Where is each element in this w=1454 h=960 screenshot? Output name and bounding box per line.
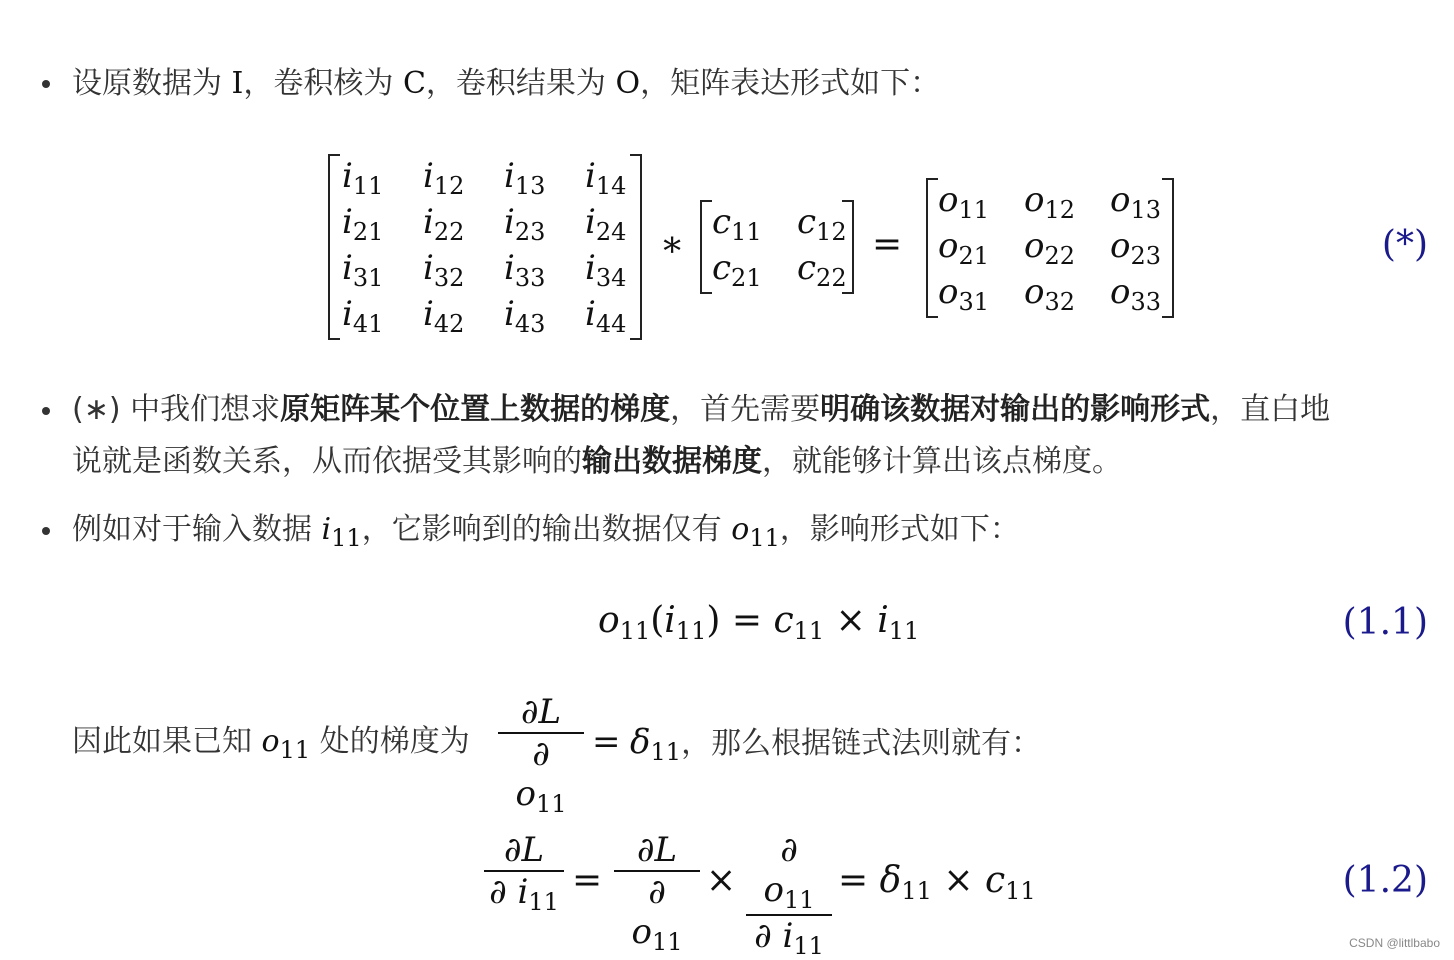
- math-var: ∂ i: [754, 916, 794, 956]
- math-var: i: [877, 600, 889, 641]
- bracket-left: [700, 200, 712, 294]
- watermark: CSDN @littlbabo: [1349, 936, 1440, 950]
- matrix-cell: $i_{33}$: [504, 248, 546, 292]
- matrix-cell: $i_{41}$: [342, 294, 384, 338]
- matrix-cell: $i_{42}$: [423, 294, 465, 338]
- math-var: δ: [630, 722, 651, 762]
- matrix-cell: $o_{32}$: [1024, 272, 1076, 316]
- paragraph-gradient-tail: [592, 722, 1041, 772]
- matrix-cell: $o_{13}$: [1110, 180, 1162, 224]
- bracket-right: [630, 154, 642, 340]
- matrix-O: [926, 178, 1174, 318]
- math-var: o: [598, 600, 620, 641]
- paragraph-bullet-2-line-2: [72, 442, 1122, 482]
- list-bullet: [42, 407, 50, 415]
- matrix-cell: $i_{32}$: [423, 248, 465, 292]
- matrix-cell: $o_{22}$: [1024, 226, 1076, 270]
- matrix-cell: $i_{44}$: [585, 294, 627, 338]
- math-sub: 11: [888, 617, 920, 645]
- text: (∗) 中我们想求: [72, 392, 281, 427]
- math-sub: 11: [535, 790, 567, 818]
- math-sub: 11: [793, 932, 824, 960]
- matrix-cell: $i_{13}$: [504, 156, 546, 200]
- fraction-denominator: [498, 734, 584, 818]
- math-sub: 11: [331, 524, 362, 552]
- matrix-I: [328, 154, 642, 340]
- matrix-cell: $o_{12}$: [1024, 180, 1076, 224]
- matrix-cell: $i_{23}$: [504, 202, 546, 246]
- matrix-cell: $i_{43}$: [504, 294, 546, 338]
- bold-text: 输出数据梯度: [582, 444, 762, 479]
- matrix-cell: $i_{21}$: [342, 202, 384, 246]
- matrix-cell: $o_{33}$: [1110, 272, 1162, 316]
- equals-sign: =: [872, 224, 903, 265]
- math-var: o: [261, 724, 280, 759]
- text: ，影响形式如下：: [779, 512, 1020, 547]
- equals-sign: =: [572, 860, 603, 901]
- math-C: C: [402, 66, 426, 101]
- text: 设原数据为: [72, 66, 232, 101]
- text: 因此如果已知: [72, 724, 262, 759]
- text: ，矩阵表达形式如下：: [640, 66, 941, 101]
- bold-text: 明确该数据对输出的影响形式: [820, 392, 1211, 427]
- math-var: ∂ o: [763, 830, 798, 910]
- fraction-denominator: [614, 872, 700, 956]
- math-var: ∂ o: [515, 734, 550, 814]
- fraction-dL-do11: [498, 692, 584, 818]
- matrix-cell: $o_{23}$: [1110, 226, 1162, 270]
- math-sub: 11: [1005, 877, 1036, 905]
- paragraph-gradient: [72, 722, 470, 770]
- math-var: c: [984, 860, 1006, 901]
- text: ，直白地: [1210, 392, 1331, 427]
- text: 处的梯度为: [310, 724, 470, 759]
- text: ，卷积核为: [243, 66, 403, 101]
- matrix-cell: $i_{31}$: [342, 248, 384, 292]
- math-sub: 11: [619, 617, 651, 645]
- matrix-cell: $i_{11}$: [342, 156, 384, 200]
- fraction-do11-di11: [746, 830, 832, 960]
- math-sub: 11: [528, 888, 559, 916]
- fraction-dL-do11: [614, 830, 700, 956]
- matrix-C: [700, 200, 854, 294]
- paragraph-bullet-3: [72, 510, 1020, 558]
- math-sub: 11: [783, 886, 815, 914]
- equation-1-1: [598, 600, 919, 645]
- matrix-cell: $o_{11}$: [938, 180, 990, 224]
- matrix-cell: $c_{21}$: [712, 248, 762, 292]
- math-I: I: [231, 66, 244, 101]
- math-sub: 11: [675, 617, 707, 645]
- equals-sign: =: [731, 600, 763, 641]
- math-sub: 11: [793, 617, 825, 645]
- matrix-cell: $c_{11}$: [712, 202, 762, 246]
- math-sub: 11: [749, 524, 780, 552]
- bracket-right: [1162, 178, 1174, 318]
- math-var: o: [731, 512, 750, 547]
- math-sub: 11: [279, 736, 311, 764]
- bracket-left: [328, 154, 340, 340]
- bracket-left: [926, 178, 938, 318]
- matrix-cell: $i_{34}$: [585, 248, 627, 292]
- math-sub: 11: [901, 877, 932, 905]
- fraction-numerator: ∂L: [520, 692, 562, 732]
- fraction-numerator: ∂L: [503, 830, 545, 870]
- text: 例如对于输入数据: [72, 512, 322, 547]
- paragraph-bullet-1: [72, 64, 940, 104]
- times-sign: ×: [706, 860, 737, 901]
- matrix-cell: $i_{24}$: [585, 202, 627, 246]
- text: ，那么根据链式法则就有：: [681, 726, 1042, 761]
- matrix-cell: $o_{21}$: [938, 226, 990, 270]
- text: ，卷积结果为: [425, 66, 616, 101]
- times-sign: ×: [943, 860, 974, 901]
- math-var: ∂ i: [489, 872, 529, 912]
- text: ，就能够计算出该点梯度。: [762, 444, 1122, 479]
- paren: ): [706, 600, 721, 641]
- matrix-cell: $c_{12}$: [797, 202, 847, 246]
- math-sub: 11: [650, 738, 682, 766]
- fraction-denominator: [746, 916, 832, 960]
- math-var: i: [321, 512, 332, 547]
- matrix-cell: $c_{22}$: [797, 248, 847, 292]
- list-bullet: [42, 527, 50, 535]
- math-O: O: [615, 66, 641, 101]
- list-bullet: [42, 80, 50, 88]
- math-var: δ: [879, 860, 902, 901]
- paren: (: [650, 600, 665, 641]
- equals-sign: =: [592, 722, 621, 762]
- bold-text: 原矩阵某个位置上数据的梯度: [280, 392, 671, 427]
- math-sub: 11: [651, 928, 683, 956]
- text: ，首先需要: [670, 392, 821, 427]
- equation-tag-1-2: (1.2): [1342, 860, 1428, 901]
- fraction-dL-di11: [484, 830, 564, 916]
- math-var: i: [664, 600, 676, 641]
- convolution-operator: ∗: [660, 224, 685, 265]
- text: ，它影响到的输出数据仅有: [361, 512, 732, 547]
- equals-sign: =: [838, 860, 869, 901]
- text: 说就是函数关系，从而依据受其影响的: [72, 444, 582, 479]
- fraction-denominator: [484, 872, 564, 916]
- fraction-numerator: ∂L: [636, 830, 678, 870]
- equation-1-2-rhs: [838, 860, 1036, 905]
- times-sign: ×: [835, 600, 866, 641]
- matrix-cell: $o_{31}$: [938, 272, 990, 316]
- math-var: ∂ o: [631, 872, 666, 952]
- matrix-cell: $i_{14}$: [585, 156, 627, 200]
- matrix-cell: $i_{22}$: [423, 202, 465, 246]
- equation-tag-1-1: (1.1): [1342, 602, 1428, 643]
- matrix-cell: $i_{12}$: [423, 156, 465, 200]
- paragraph-bullet-2-line-1: [72, 390, 1330, 430]
- fraction-numerator: [746, 830, 832, 914]
- equation-tag-star: (*): [1381, 224, 1428, 265]
- math-var: c: [773, 600, 794, 641]
